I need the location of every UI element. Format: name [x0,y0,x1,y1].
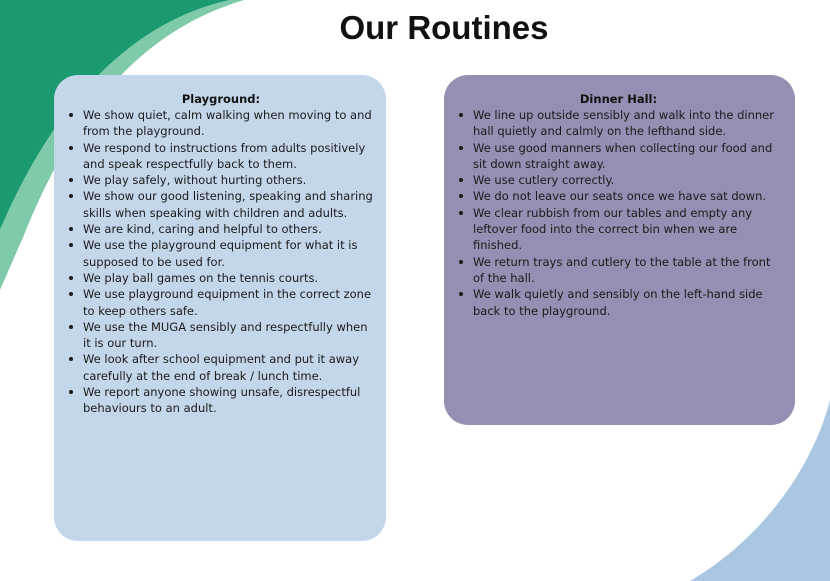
list-item: We show quiet, calm walking when moving to and from the playground. [66,107,376,140]
list-item: We respond to instructions from adults positively and speak respectfully back to them. [66,140,376,173]
list-item: We use the MUGA sensibly and respectfully when it is our turn. [66,319,376,352]
list-item: We are kind, caring and helpful to others. [66,221,376,237]
playground-heading: Playground: [181,92,261,106]
list-item: We look after school equipment and put it away carefully at the end of break / lunch time. [66,351,376,384]
list-item: We use good manners when collecting our food and sit down straight away. [456,140,781,173]
list-item: We play safely, without hurting others. [66,172,376,188]
blue-corner-swoosh [690,400,830,581]
list-item: We use playground equipment in the correct zone to keep others safe. [66,286,376,319]
page-title: Our Routines [339,9,549,46]
dinner-hall-card [444,75,795,425]
list-item: We play ball games on the tennis courts. [66,270,376,286]
list-item: We line up outside sensibly and walk into the dinner hall quietly and calmly on the lefthand side. [456,107,781,140]
playground-list [66,107,376,417]
dinner-hall-heading: Dinner Hall: [579,92,658,106]
list-item: We do not leave our seats once we have sat down. [456,188,781,204]
list-item: We walk quietly and sensibly on the left-hand side back to the playground. [456,286,781,319]
list-item: We return trays and cutlery to the table at the front of the hall. [456,254,781,287]
list-item: We show our good listening, speaking and sharing skills when speaking with children and adults. [66,188,376,221]
dinner-hall-list [456,107,781,319]
playground-card [54,75,386,541]
list-item: We use cutlery correctly. [456,172,781,188]
list-item: We use the playground equipment for what it is supposed to be used for. [66,237,376,270]
list-item: We clear rubbish from our tables and empty any leftover food into the correct bin when we are finished. [456,205,781,254]
list-item: We report anyone showing unsafe, disrespectful behaviours to an adult. [66,384,376,417]
